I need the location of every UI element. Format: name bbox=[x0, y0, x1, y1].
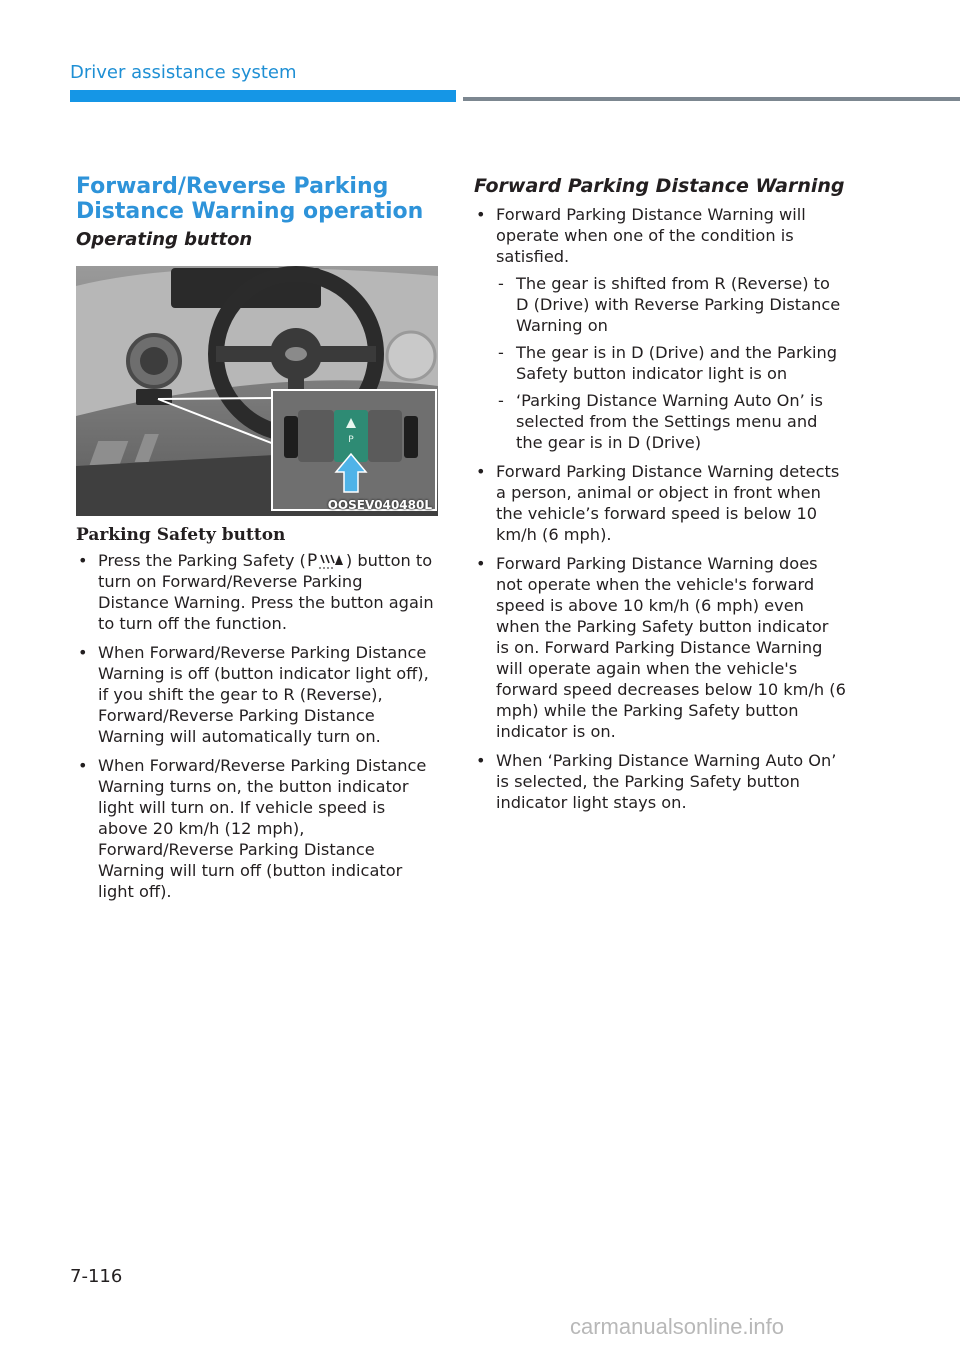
figure-code: OOSEV040480L bbox=[327, 498, 432, 512]
list-item: • When ‘Parking Distance Warning Auto On’ is selected, the Parking Safety button indicator light stays on. bbox=[476, 751, 837, 812]
svg-text:P: P bbox=[348, 435, 354, 445]
list-item: • Forward Parking Distance Warning detects a person, animal or object in front when the vehicle’s forward speed is below 10 km/h (6 mph). bbox=[476, 462, 840, 544]
bullet-icon: • bbox=[78, 551, 88, 570]
section-subtitle: Operating button bbox=[76, 229, 253, 250]
header-accent-bar bbox=[70, 90, 456, 102]
list-item: • Forward Parking Distance Warning will operate when one of the condition is satisfied. - The gear is shifted from R (Reverse) to D (Drive) with Reverse Parking Distance Warning on - The gear is in D (Drive) and the Parking Safety button indicator light is on - ‘Parking Distance Warning Auto On’ is selected from the Settings menu and the gear is in D (Drive) bbox=[474, 204, 846, 453]
page-number: 7-116 bbox=[70, 1266, 123, 1287]
left-column bbox=[76, 174, 438, 910]
right-section-title: Forward Parking Distance Warning bbox=[474, 175, 845, 197]
parking-safety-icon bbox=[307, 551, 345, 569]
sublist-item: - The gear is shifted from R (Reverse) to D (Drive) with Reverse Parking Distance Warning on bbox=[498, 274, 841, 335]
sublist-item: - ‘Parking Distance Warning Auto On’ is selected from the Settings menu and the gear is in D (Drive) bbox=[498, 391, 823, 452]
bullet-icon: • bbox=[476, 554, 486, 573]
list-item: • Forward Parking Distance Warning does not operate when the vehicle's forward speed is above 10 km/h (6 mph) even when the Parking Safety button indicator is on. Forward Parking Distance Warning will operate again when the vehicle's forward speed decreases below 10 km/h (6 mph) while the Parking Safety button indicator is on. bbox=[476, 554, 846, 741]
watermark: carmanualsonline.info bbox=[570, 1314, 785, 1339]
list-item: • Press the Parking Safety ( P ) button to turn on Forward/Reverse Parking Distance Warning. Press the button again to turn off the function. bbox=[78, 551, 434, 633]
condition-sublist bbox=[496, 273, 846, 453]
right-column bbox=[474, 174, 846, 821]
bullet-icon: • bbox=[78, 756, 88, 775]
bullet-icon: • bbox=[476, 462, 486, 481]
bullet-icon: • bbox=[476, 751, 486, 770]
section-title: Forward/Reverse Parking Distance Warning operation bbox=[76, 174, 424, 224]
svg-text:P: P bbox=[306, 551, 318, 569]
sublist-item: - The gear is in D (Drive) and the Parking Safety button indicator light is on bbox=[498, 343, 838, 383]
left-bullet-list bbox=[76, 550, 438, 902]
header-title: Driver assistance system bbox=[70, 62, 297, 83]
operating-button-figure bbox=[76, 266, 438, 516]
bullet-icon: • bbox=[78, 643, 88, 662]
header-rule bbox=[463, 97, 960, 101]
list-item: • When Forward/Reverse Parking Distance Warning turns on, the button indicator light will turn on. If vehicle speed is above 20 km/h (12 mph), Forward/Reverse Parking Distance Warning will turn off (button indicator light off). bbox=[78, 756, 427, 901]
bullet-icon: • bbox=[476, 205, 486, 224]
list-item: • When Forward/Reverse Parking Distance Warning is off (button indicator light off), if you shift the gear to R (Reverse), Forward/Reverse Parking Distance Warning will automatically turn on. bbox=[78, 643, 429, 746]
dashboard-illustration bbox=[76, 266, 438, 516]
figure-caption: Parking Safety button bbox=[76, 525, 286, 545]
right-bullet-list bbox=[474, 204, 846, 813]
